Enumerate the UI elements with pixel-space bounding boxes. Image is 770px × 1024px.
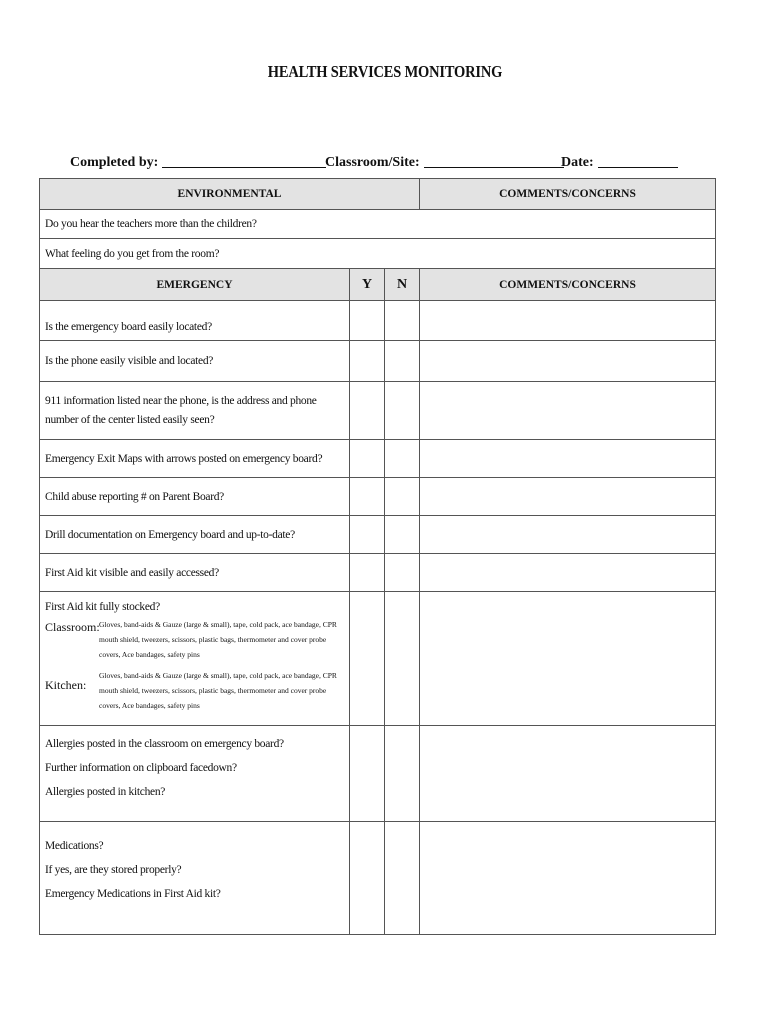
table-row	[40, 516, 716, 554]
table-row	[40, 382, 716, 440]
emergency-comments-heading: COMMENTS/CONCERNS	[420, 269, 716, 301]
table-row	[40, 478, 716, 516]
yes-cell[interactable]	[350, 440, 385, 478]
emergency-question: Child abuse reporting # on Parent Board?	[40, 478, 350, 516]
date-line[interactable]	[598, 167, 678, 168]
environmental-question: Do you hear the teachers more than the children?	[40, 210, 716, 239]
environmental-comments-heading: COMMENTS/CONCERNS	[420, 179, 716, 210]
comments-cell[interactable]	[420, 341, 716, 382]
table-row	[40, 239, 716, 269]
allergies-question: Allergies posted in kitchen?	[45, 786, 166, 798]
yes-cell[interactable]	[350, 516, 385, 554]
comments-cell[interactable]	[420, 592, 716, 726]
allergies-row	[40, 726, 716, 822]
comments-cell[interactable]	[420, 822, 716, 935]
first-aid-row	[40, 592, 716, 726]
medications-question: Medications?	[45, 840, 104, 852]
comments-cell[interactable]	[420, 382, 716, 440]
yes-cell[interactable]	[350, 822, 385, 935]
emergency-question: Emergency Exit Maps with arrows posted on emergency board?	[40, 440, 350, 478]
first-aid-question: First Aid kit fully stocked?	[45, 601, 160, 613]
medications-question: Emergency Medications in First Aid kit?	[45, 888, 221, 900]
classroom-label: Classroom:	[45, 620, 100, 634]
no-cell[interactable]	[385, 341, 420, 382]
comments-cell[interactable]	[420, 554, 716, 592]
emergency-heading: EMERGENCY	[40, 269, 350, 301]
no-cell[interactable]	[385, 822, 420, 935]
yes-cell[interactable]	[350, 382, 385, 440]
yes-cell[interactable]	[350, 592, 385, 726]
comments-cell[interactable]	[420, 516, 716, 554]
classroom-supplies: Gloves, band-aids & Gauze (large & small), tape, cold pack, ace bandage, CPR mouth shield, tweezers, scissors, plastic bags, thermometer and cover probe covers, Ace bandages, safety pins	[99, 620, 337, 659]
no-cell[interactable]	[385, 592, 420, 726]
yes-cell[interactable]	[350, 341, 385, 382]
kitchen-supplies: Gloves, band-aids & Gauze (large & small), tape, cold pack, ace bandage, CPR mouth shield, tweezers, scissors, plastic bags, thermometer and cover probe covers, Ace bandages, safety pins	[99, 671, 337, 710]
no-cell[interactable]	[385, 440, 420, 478]
table-row	[40, 554, 716, 592]
yes-cell[interactable]	[350, 726, 385, 822]
yes-cell[interactable]	[350, 554, 385, 592]
completed-by-field	[70, 149, 326, 171]
environmental-question: What feeling do you get from the room?	[40, 239, 716, 269]
page-title: HEALTH SERVICES MONITORING	[267, 62, 503, 81]
emergency-question: Drill documentation on Emergency board and up-to-date?	[40, 516, 350, 554]
completed-by-line[interactable]	[162, 167, 326, 168]
date-label: Date:	[561, 155, 594, 170]
emergency-question: Is the emergency board easily located?	[40, 301, 350, 341]
no-cell[interactable]	[385, 478, 420, 516]
environmental-heading: ENVIRONMENTAL	[40, 179, 420, 210]
classroom-site-field	[325, 149, 564, 171]
allergies-question: Further information on clipboard facedown?	[45, 762, 237, 774]
no-cell[interactable]	[385, 554, 420, 592]
classroom-site-label: Classroom/Site:	[325, 155, 420, 170]
yes-cell[interactable]	[350, 301, 385, 341]
medications-cell	[40, 822, 350, 935]
comments-cell[interactable]	[420, 440, 716, 478]
no-cell[interactable]	[385, 726, 420, 822]
comments-cell[interactable]	[420, 478, 716, 516]
no-cell[interactable]	[385, 382, 420, 440]
allergies-cell	[40, 726, 350, 822]
allergies-question: Allergies posted in the classroom on emergency board?	[45, 738, 284, 750]
kitchen-label: Kitchen:	[45, 678, 87, 692]
table-row	[40, 210, 716, 239]
emergency-question: 911 information listed near the phone, is the address and phone number of the center listed easily seen?	[40, 382, 350, 440]
medications-row	[40, 822, 716, 935]
date-field	[561, 149, 678, 171]
monitoring-table	[39, 178, 716, 935]
medications-question: If yes, are they stored properly?	[45, 864, 182, 876]
table-row	[40, 301, 716, 341]
no-cell[interactable]	[385, 516, 420, 554]
yes-column-heading: Y	[350, 269, 385, 301]
classroom-site-line[interactable]	[424, 167, 564, 168]
table-row	[40, 440, 716, 478]
no-cell[interactable]	[385, 301, 420, 341]
yes-cell[interactable]	[350, 478, 385, 516]
emergency-question: Is the phone easily visible and located?	[40, 341, 350, 382]
comments-cell[interactable]	[420, 301, 716, 341]
completed-by-label: Completed by:	[70, 155, 159, 170]
no-column-heading: N	[385, 269, 420, 301]
comments-cell[interactable]	[420, 726, 716, 822]
environmental-header-row	[40, 179, 716, 210]
emergency-question: First Aid kit visible and easily accessed?	[40, 554, 350, 592]
table-row	[40, 341, 716, 382]
emergency-header-row	[40, 269, 716, 301]
first-aid-cell	[40, 592, 350, 726]
